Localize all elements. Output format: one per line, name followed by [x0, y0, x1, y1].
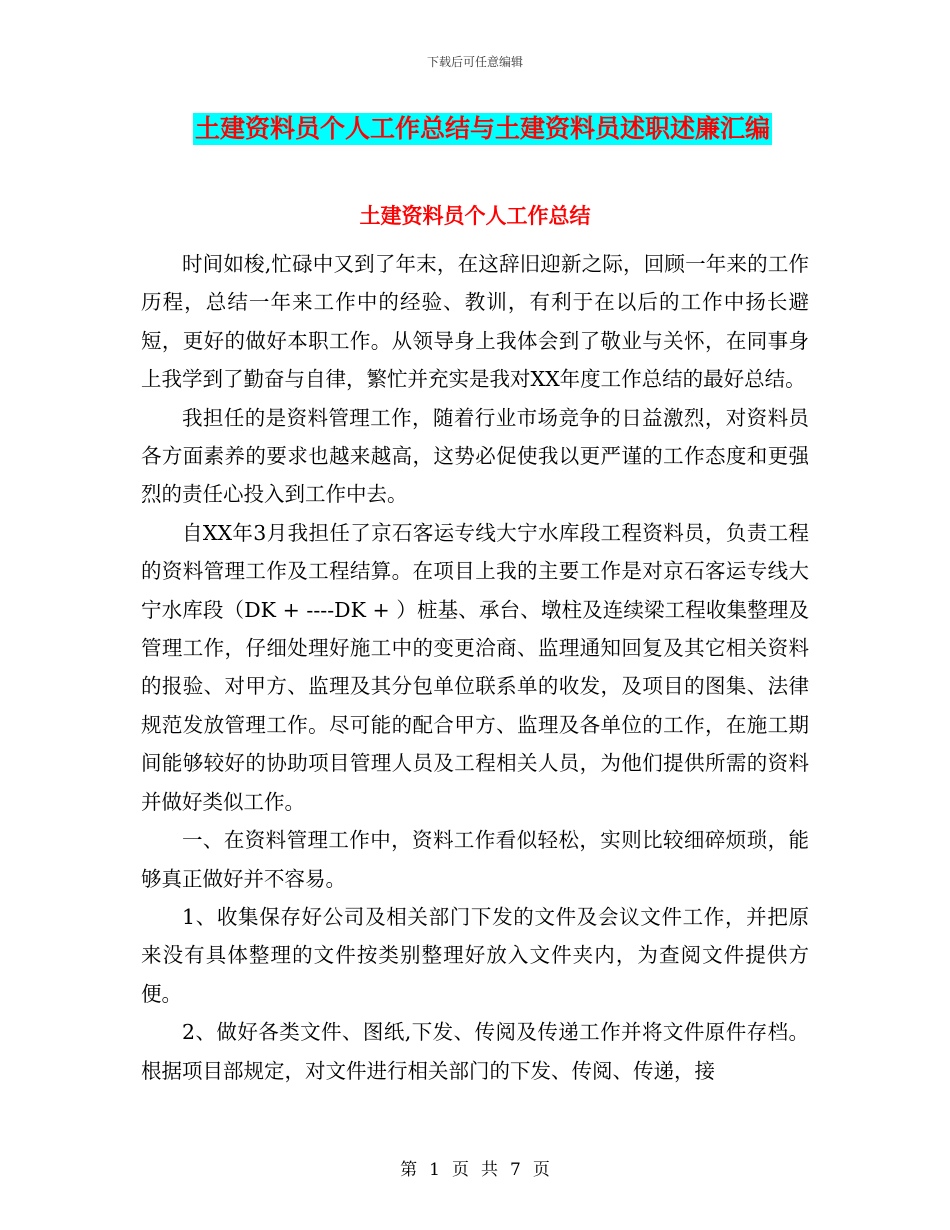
- header-note: 下载后可任意编辑: [426, 55, 523, 69]
- footer-total-prefix: 共: [481, 1160, 498, 1180]
- footer-page-word: 页: [452, 1160, 469, 1180]
- paragraph-1: 时间如梭,忙碌中又到了年末，在这辞旧迎新之际，回顾一年来的工作历程，总结一年来工作中的经验、教训，有利于在以后的工作中扬长避短，更好的做好本职工作。从领导身上我体会到了敬业与关怀，在同事身上我学到了勤奋与自律，繁忙并充实是我对XX年度工作总结的最好总结。: [141, 252, 809, 392]
- paragraph-5: 1、收集保存好公司及相关部门下发的文件及会议文件工作，并把原来没有具体整理的文件按类别整理好放入文件夹内，为查阅文件提供方便。: [141, 904, 809, 1006]
- footer-total-suffix: 页: [532, 1160, 550, 1180]
- document-title: 土建资料员个人工作总结与土建资料员述职述廉汇编: [195, 114, 771, 143]
- page-footer: [0, 1155, 950, 1180]
- footer-current-page: 1: [429, 1160, 440, 1180]
- paragraph-4: 一、在资料管理工作中，资料工作看似轻松，实则比较细碎烦琐，能够真正做好并不容易。: [141, 828, 809, 891]
- document-body: [141, 245, 809, 1090]
- paragraph-3: 自XX年3月我担任了京石客运专线大宁水库段工程资料员，负责工程的资料管理工作及工程结算。在项目上我的主要工作是对京石客运专线大宁水库段（DK + ----DK + ）桩基、承台、墩柱及连续梁工程收集整理及管理工作，仔细处理好施工中的变更洽商、监理通知回复及其它相关资料的报验、对甲方、监理及其分包单位联系单的收发，及项目的图集、法律规范发放管理工作。尽可能的配合甲方、监理及各单位的工作，在施工期间能够较好的协助项目管理人员及工程相关人员，为他们提供所需的资料并做好类似工作。: [141, 520, 809, 814]
- footer-prefix: 第: [400, 1160, 418, 1180]
- footer-total-pages: 7: [510, 1160, 521, 1180]
- paragraph-2: 我担任的是资料管理工作，随着行业市场竞争的日益激烈，对资料员各方面素养的要求也越来越高，这势必促使我以更严谨的工作态度和更强烈的责任心投入到工作中去。: [141, 405, 809, 507]
- paragraph-6: 2、做好各类文件、图纸,下发、传阅及传递工作并将文件原件存档。根据项目部规定，对文件进行相关部门的下发、传阅、传递，接: [141, 1020, 809, 1083]
- section-title: 土建资料员个人工作总结: [359, 204, 591, 228]
